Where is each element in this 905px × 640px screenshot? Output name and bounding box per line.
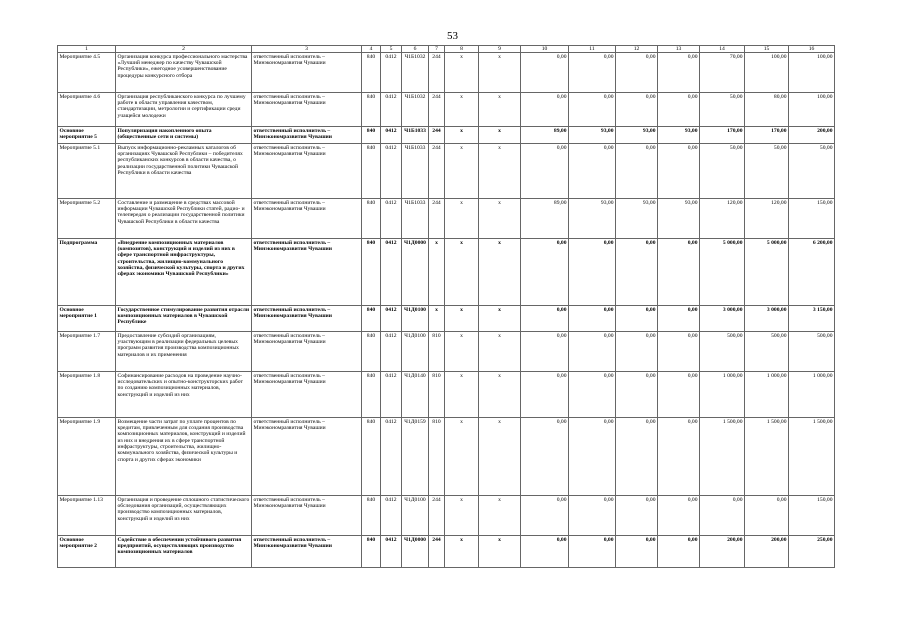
table-cell: 0412 [381, 306, 402, 332]
table-cell: х [479, 127, 521, 144]
table-cell: Выпуск информационно-рекламных каталогов об организациях Чувашской Республики – победителях республиканских конкурсов в области качества, о реализации государственной политики Чувашской Республики в области качества [116, 144, 252, 199]
table-cell: 0412 [381, 127, 402, 144]
table-cell: 0,00 [569, 53, 616, 93]
table-cell: Ч1Д0100 [402, 496, 429, 536]
column-number-cell: 4 [362, 46, 381, 53]
table-cell: Софинансирование расходов на проведение научно-исследовательских и опытно-конструкторских работ по созданию композиционных материалов, конструкций и изделий из них [116, 372, 252, 418]
table-cell: 50,00 [700, 144, 745, 199]
table-cell: 0,00 [658, 239, 700, 306]
table-cell: х [445, 144, 479, 199]
table-cell: 200,00 [745, 536, 789, 568]
table-cell: 0,00 [658, 332, 700, 372]
table-cell: 244 [429, 93, 445, 127]
table-cell: 0,00 [569, 239, 616, 306]
table-row [58, 199, 835, 239]
table-cell: 0,00 [569, 144, 616, 199]
table-cell: х [445, 127, 479, 144]
table-cell: х [445, 536, 479, 568]
table-cell: 50,00 [745, 144, 789, 199]
table-cell: 244 [429, 144, 445, 199]
table-cell: 89,00 [521, 127, 569, 144]
table-cell: ответственный исполнитель – Минэкономразвития Чувашии [252, 144, 362, 199]
table-cell: 840 [362, 332, 381, 372]
column-number-cell: 9 [479, 46, 521, 53]
table-cell: 840 [362, 93, 381, 127]
table-cell: 500,00 [789, 332, 835, 372]
column-number-cell: 13 [658, 46, 700, 53]
column-number-cell: 3 [252, 46, 362, 53]
table-row [58, 306, 835, 332]
column-number-cell: 1 [58, 46, 116, 53]
table-cell: Основное мероприятие 5 [58, 127, 116, 144]
table-cell: 0412 [381, 332, 402, 372]
table-cell: ответственный исполнитель – Минэкономразвития Чувашии [252, 536, 362, 568]
table-cell: 0412 [381, 199, 402, 239]
table-cell: Ч1Д0140 [402, 372, 429, 418]
table-cell: 0412 [381, 53, 402, 93]
table-cell: 0,00 [616, 372, 658, 418]
table-cell: Мероприятие 1.13 [58, 496, 116, 536]
table-cell: 0,00 [521, 496, 569, 536]
table-cell: 840 [362, 372, 381, 418]
table-cell: Организация и проведение сплошного статистического обследования организаций, осуществляющих производство композиционных материалов, конструкций и изделий из них [116, 496, 252, 536]
table-cell: Популяризация накопленного опыта (общественные сети и системы) [116, 127, 252, 144]
table-cell: 100,00 [789, 93, 835, 127]
table-cell: 0,00 [658, 496, 700, 536]
table-cell: 120,00 [745, 199, 789, 239]
table-row [58, 239, 835, 306]
table-row [58, 127, 835, 144]
table-cell: 93,00 [569, 127, 616, 144]
table-cell: 840 [362, 127, 381, 144]
table-cell: Мероприятие 1.8 [58, 372, 116, 418]
table-cell: 244 [429, 496, 445, 536]
table-cell: х [479, 306, 521, 332]
table-cell: 0,00 [569, 536, 616, 568]
table-cell: х [479, 496, 521, 536]
table-cell: 810 [429, 332, 445, 372]
table-cell: 0,00 [658, 144, 700, 199]
table-cell: 840 [362, 53, 381, 93]
table-cell: 0,00 [521, 418, 569, 496]
table-cell: 150,00 [789, 199, 835, 239]
table-cell: 244 [429, 53, 445, 93]
table-cell: 70,00 [700, 53, 745, 93]
table-cell: 0,00 [569, 306, 616, 332]
table-cell: ответственный исполнитель – Минэкономразвития Чувашии [252, 306, 362, 332]
table-cell: 0,00 [700, 496, 745, 536]
table-cell: х [445, 306, 479, 332]
table-cell: 200,00 [700, 536, 745, 568]
table-cell: Организация конкурса профессионального мастерства «Лучший менеджер по качеству Чувашской Республики», ежегодное усовершенствование процедуры конкурсного отбора [116, 53, 252, 93]
table-cell: 0,00 [616, 332, 658, 372]
table-cell: 120,00 [700, 199, 745, 239]
table-cell: 100,00 [745, 53, 789, 93]
table-cell: «Внедрение композиционных материалов (композитов), конструкций и изделий из них в сфере транспортной инфраструктуры, строительства, жилищно-коммунального хозяйства, физической культуры, спорта и других сферах экономики Чувашской Республики» [116, 239, 252, 306]
table-cell: 89,00 [521, 199, 569, 239]
table-cell: 840 [362, 418, 381, 496]
table-cell: 1 500,00 [745, 418, 789, 496]
table-cell: х [429, 239, 445, 306]
table-cell: ответственный исполнитель – Минэкономразвития Чувашии [252, 53, 362, 93]
table-cell: 93,00 [616, 127, 658, 144]
table-cell: Мероприятие 4.6 [58, 93, 116, 127]
table-cell: 810 [429, 418, 445, 496]
table-cell: Возмещение части затрат по уплате процентов по кредитам, привлеченным для создания производства композиционных материалов, конструкций и изделий из них и внедрения их в сфере транспортной инфраструктуры, строительства, жилищно-коммунального хозяйства, физической культуры и спорта и других сферах экономики [116, 418, 252, 496]
table-cell: 500,00 [700, 332, 745, 372]
table-cell: 3 150,00 [789, 306, 835, 332]
table-cell: 250,00 [789, 536, 835, 568]
table-cell: 0,00 [616, 306, 658, 332]
table-cell: 0412 [381, 418, 402, 496]
table-cell: х [445, 332, 479, 372]
table-cell: 0,00 [521, 306, 569, 332]
table-cell: Мероприятие 5.1 [58, 144, 116, 199]
table-cell: 1 500,00 [789, 418, 835, 496]
column-number-cell: 16 [789, 46, 835, 53]
budget-table [57, 45, 835, 568]
table-cell: 0,00 [745, 496, 789, 536]
table-cell: х [445, 496, 479, 536]
table-cell: 200,00 [789, 127, 835, 144]
table-cell: 100,00 [789, 53, 835, 93]
table-cell: 5 000,00 [745, 239, 789, 306]
table-cell: 1 000,00 [789, 372, 835, 418]
table-cell: х [445, 239, 479, 306]
table-cell: х [479, 239, 521, 306]
table-cell: 0,00 [521, 332, 569, 372]
table-row [58, 496, 835, 536]
table-cell: ответственный исполнитель – Минэкономразвития Чувашии [252, 239, 362, 306]
table-cell: 93,00 [616, 199, 658, 239]
table-cell: 0,00 [521, 239, 569, 306]
table-cell: 0,00 [658, 53, 700, 93]
table-cell: 80,00 [745, 93, 789, 127]
column-number-cell: 8 [445, 46, 479, 53]
table-row [58, 144, 835, 199]
table-row [58, 536, 835, 568]
table-cell: 0412 [381, 144, 402, 199]
column-number-cell: 12 [616, 46, 658, 53]
table-cell: Ч1Д0159 [402, 418, 429, 496]
table-cell: 0412 [381, 239, 402, 306]
table-cell: 0,00 [658, 306, 700, 332]
column-number-cell: 5 [381, 46, 402, 53]
table-cell: Организация республиканского конкурса по лучшему работе в области управления качеством, стандартизации, метрологии и сертификации среди учащейся молодежи [116, 93, 252, 127]
table-cell: 0412 [381, 93, 402, 127]
table-cell: 0,00 [569, 496, 616, 536]
table-cell: 0,00 [569, 93, 616, 127]
table-row [58, 332, 835, 372]
table-cell: х [479, 144, 521, 199]
table-cell: 244 [429, 536, 445, 568]
table-cell: 840 [362, 239, 381, 306]
column-number-cell: 10 [521, 46, 569, 53]
table-cell: 0,00 [658, 93, 700, 127]
table-cell: 244 [429, 199, 445, 239]
table-cell: 0,00 [616, 418, 658, 496]
table-cell: Ч1Д0000 [402, 239, 429, 306]
column-number-cell: 7 [429, 46, 445, 53]
table-cell: 93,00 [569, 199, 616, 239]
table-cell: х [479, 372, 521, 418]
table-cell: 1 500,00 [700, 418, 745, 496]
table-cell: Ч1Б1033 [402, 144, 429, 199]
table-cell: 0,00 [521, 93, 569, 127]
table-cell: Ч1Д0000 [402, 536, 429, 568]
table-cell: 0,00 [658, 536, 700, 568]
table-cell: 0,00 [521, 53, 569, 93]
table-cell: ответственный исполнитель – Минэкономразвития Чувашии [252, 332, 362, 372]
table-cell: 6 200,00 [789, 239, 835, 306]
table-cell: Основное мероприятие 1 [58, 306, 116, 332]
table-cell: 500,00 [745, 332, 789, 372]
table-cell: Основное мероприятие 2 [58, 536, 116, 568]
table-cell: 1 000,00 [745, 372, 789, 418]
column-number-cell: 6 [402, 46, 429, 53]
table-cell: ответственный исполнитель – Минэкономразвития Чувашии [252, 199, 362, 239]
table-cell: ответственный исполнитель – Минэкономразвития Чувашии [252, 418, 362, 496]
table-cell: 810 [429, 372, 445, 418]
table-cell: 0,00 [569, 372, 616, 418]
table-cell: х [445, 372, 479, 418]
table-cell: 170,00 [700, 127, 745, 144]
column-number-cell: 15 [745, 46, 789, 53]
column-number-cell: 14 [700, 46, 745, 53]
page-number: 53 [447, 30, 458, 42]
table-cell: Мероприятие 5.2 [58, 199, 116, 239]
table-row [58, 418, 835, 496]
table-cell: х [445, 418, 479, 496]
table-cell: Составление и размещение в средствах массовой информации Чувашской Республики статей, радио- и телепередач о реализации государственной политики Чувашской Республики в области качества [116, 199, 252, 239]
table-cell: 0,00 [616, 53, 658, 93]
table-cell: Ч1Д0100 [402, 306, 429, 332]
table-cell: х [479, 199, 521, 239]
table-cell: 1 000,00 [700, 372, 745, 418]
table-cell: 150,00 [789, 496, 835, 536]
table-cell: Ч1Д0100 [402, 332, 429, 372]
table-cell: Ч1Б1032 [402, 53, 429, 93]
column-number-cell: 11 [569, 46, 616, 53]
table-cell: 0,00 [658, 372, 700, 418]
table-row [58, 93, 835, 127]
table-cell: 3 000,00 [745, 306, 789, 332]
table-cell: Мероприятие 1.9 [58, 418, 116, 496]
table-cell: х [479, 418, 521, 496]
table-cell: Ч1Б1033 [402, 199, 429, 239]
table-cell: 93,00 [658, 199, 700, 239]
table-cell: х [479, 53, 521, 93]
table-cell: 0,00 [658, 418, 700, 496]
table-cell: 0412 [381, 496, 402, 536]
table-cell: 0412 [381, 536, 402, 568]
table-cell: ответственный исполнитель – Минэкономразвития Чувашии [252, 496, 362, 536]
table-cell: 0,00 [616, 536, 658, 568]
table-cell: 0,00 [616, 496, 658, 536]
table-cell: 0412 [381, 372, 402, 418]
table-cell: 0,00 [569, 418, 616, 496]
table-cell: Государственное стимулирование развития отрасли композиционных материалов в Чувашской Республике [116, 306, 252, 332]
table-cell: Подпрограмма [58, 239, 116, 306]
table-cell: 0,00 [521, 536, 569, 568]
column-number-row [58, 46, 835, 53]
table-cell: 840 [362, 306, 381, 332]
table-cell: ответственный исполнитель – Минэкономразвития Чувашии [252, 372, 362, 418]
table-cell: Мероприятие 4.5 [58, 53, 116, 93]
table-cell: 93,00 [658, 127, 700, 144]
table-cell: Предоставление субсидий организациям, участвующим в реализации федеральных целевых программ развития производства композиционных материалов и их применения [116, 332, 252, 372]
table-cell: Ч1Б1033 [402, 127, 429, 144]
table-cell: 840 [362, 144, 381, 199]
table-cell: 50,00 [700, 93, 745, 127]
table-cell: х [445, 53, 479, 93]
table-cell: Мероприятие 1.7 [58, 332, 116, 372]
table-cell: 0,00 [569, 332, 616, 372]
table-cell: 50,00 [789, 144, 835, 199]
table-row [58, 53, 835, 93]
table-cell: ответственный исполнитель – Минэкономразвития Чувашии [252, 93, 362, 127]
table-cell: х [445, 199, 479, 239]
table-cell: 0,00 [616, 239, 658, 306]
table-cell: 5 000,00 [700, 239, 745, 306]
table-cell: 840 [362, 536, 381, 568]
table-cell: 840 [362, 199, 381, 239]
table-cell: 840 [362, 496, 381, 536]
table-cell: Содействие в обеспечении устойчивого развития предприятий, осуществляющих производство композиционных материалов [116, 536, 252, 568]
table-cell: х [445, 93, 479, 127]
table-cell: ответственный исполнитель – Минэкономразвития Чувашии [252, 127, 362, 144]
table-cell: 3 000,00 [700, 306, 745, 332]
table-cell: х [479, 332, 521, 372]
table-cell: 244 [429, 127, 445, 144]
table-cell: 0,00 [521, 144, 569, 199]
table-cell: х [429, 306, 445, 332]
table-cell: х [479, 93, 521, 127]
column-number-cell: 2 [116, 46, 252, 53]
table-cell: Ч1Б1032 [402, 93, 429, 127]
table-row [58, 372, 835, 418]
table-cell: 170,00 [745, 127, 789, 144]
table-cell: 0,00 [521, 372, 569, 418]
table-cell: х [479, 536, 521, 568]
table-cell: 0,00 [616, 93, 658, 127]
table-cell: 0,00 [616, 144, 658, 199]
